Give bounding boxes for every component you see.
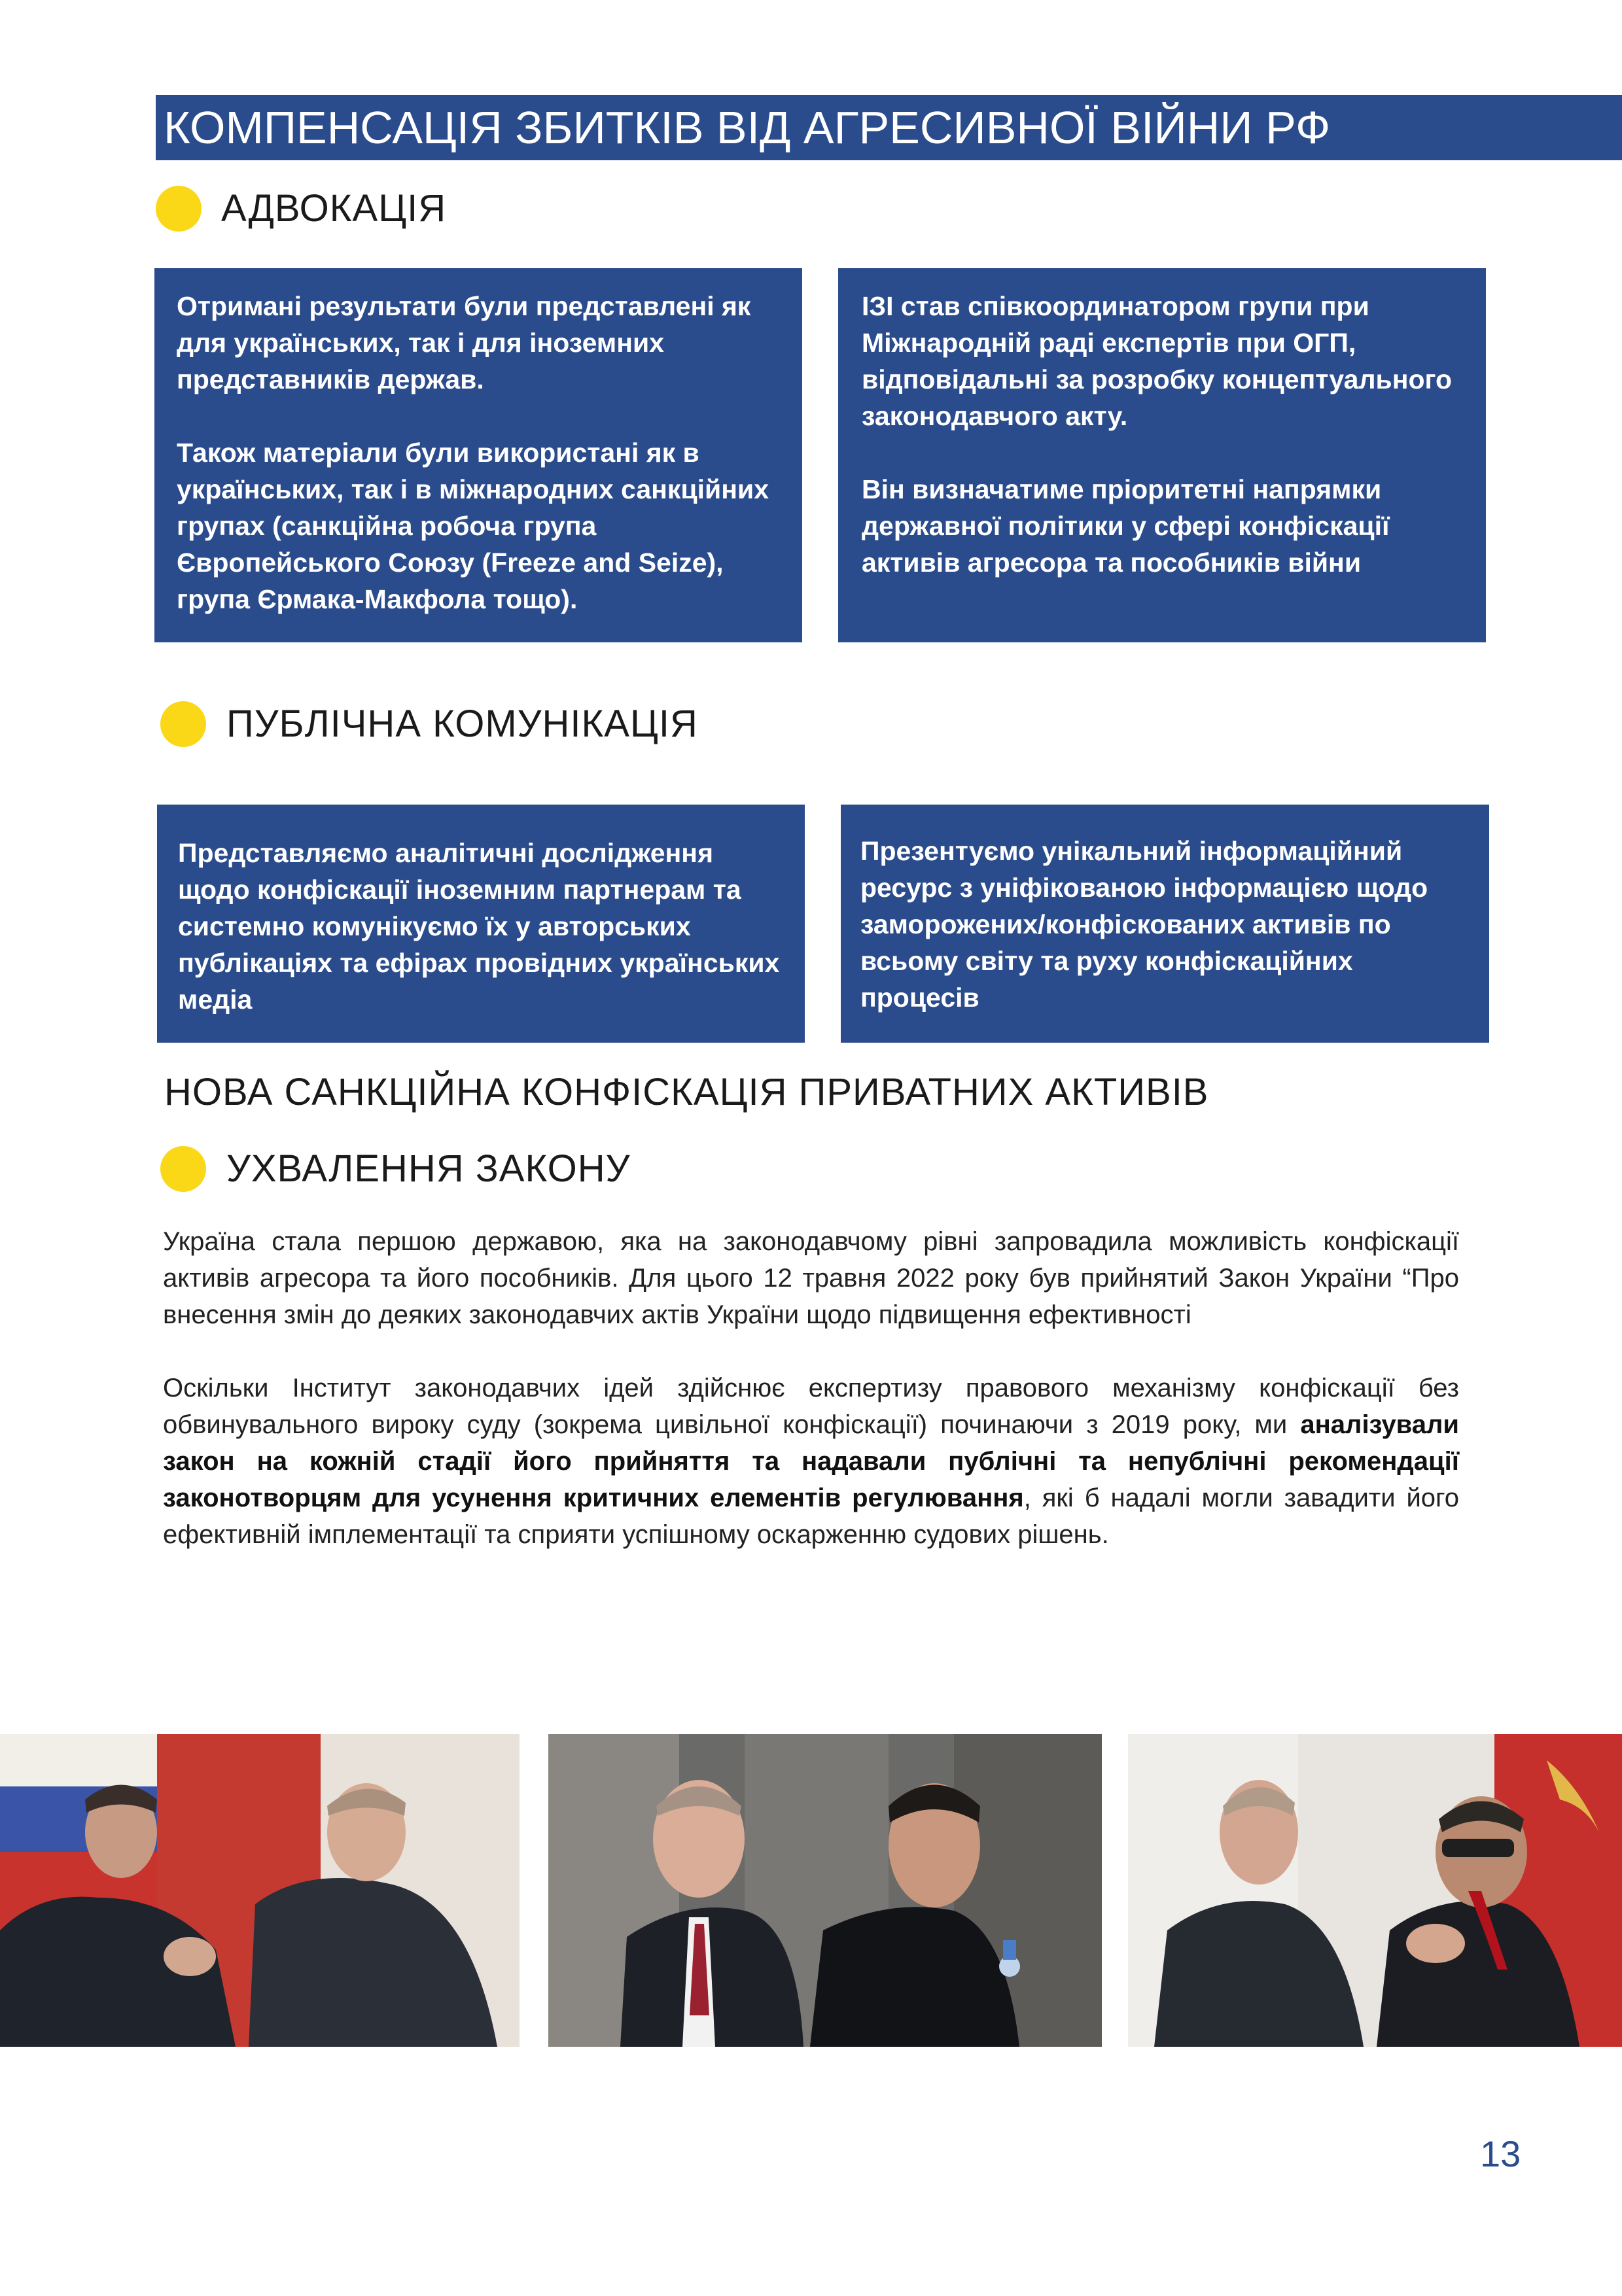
- advocacy-heading: АДВОКАЦІЯ: [221, 187, 447, 230]
- photo-award-ceremony-3-image: [1128, 1734, 1622, 2047]
- law-paragraph-2-bold: аналізували закон на кожній стадії його прийняття та надавали публічні та непублічні рекомендації законотворцям для усунення критичних елементів регулювання: [163, 1410, 1459, 1512]
- bullet-dot-icon: [160, 701, 206, 747]
- public-box-left: [157, 805, 805, 1043]
- photo-award-ceremony-1: [0, 1734, 520, 2047]
- public-box-left-text: Представляємо аналітичні дослідження щодо конфіскації іноземним партнерам та системно комунікуємо їх у авторських публікаціях та ефірах провідних українських медіа: [178, 838, 780, 1015]
- page-banner-title: КОМПЕНСАЦІЯ ЗБИТКІВ ВІД АГРЕСИВНОЇ ВІЙНИ РФ: [156, 95, 1622, 160]
- confiscation-section-title: НОВА САНКЦІЙНА КОНФІСКАЦІЯ ПРИВАТНИХ АКТИВІВ: [164, 1071, 1209, 1113]
- page-number: 13: [1480, 2133, 1521, 2174]
- law-text-block: [163, 1223, 1459, 1553]
- advocacy-box-left-p2: Також матеріали були використані як в українських, так і в міжнародних санкційних групах (санкційна робоча група Європейського Союзу (Freeze and Seize), група Єрмака-Макфола тощо).: [177, 438, 769, 614]
- law-paragraph-2-end: , які б надалі могли завадити його ефективній імплементації та сприяти успішному оскарженню судових рішень.: [163, 1484, 1459, 1549]
- public-communication-heading: ПУБЛІЧНА КОМУНІКАЦІЯ: [226, 703, 698, 745]
- bullet-dot-icon: [160, 1146, 206, 1192]
- advocacy-box-right-p1: ІЗІ став співкоординатором групи при Міжнародній раді експертів при ОГП, відповідальні за розробку концептуального законодавчого акту.: [862, 291, 1453, 431]
- photo-award-ceremony-3: [1128, 1734, 1622, 2047]
- advocacy-box-right-p2: Він визначатиме пріоритетні напрямки державної політики у сфері конфіскації активів агресора та пособників війни: [862, 474, 1390, 578]
- public-box-right-text: Презентуємо унікальний інформаційний ресурс з уніфікованою інформацією щодо заморожених/конфіскованих активів по всьому світу та руху конфіскаційних процесів: [860, 836, 1428, 1013]
- law-adoption-heading: УХВАЛЕННЯ ЗАКОНУ: [226, 1147, 631, 1190]
- advocacy-box-left: [154, 268, 802, 642]
- photo-award-ceremony-2: [548, 1734, 1102, 2047]
- photo-award-ceremony-2-image: [548, 1734, 1102, 2047]
- photo-award-ceremony-1-image: [0, 1734, 520, 2047]
- law-paragraph-1: Україна стала першою державою, яка на законодавчому рівні запровадила можливість конфіскації активів агресора та його пособників. Для цього 12 травня 2022 року був прийнятий Закон України “Про внесення змін до деяких законодавчих актів України щодо підвищення ефективності: [163, 1227, 1459, 1329]
- public-box-right: [841, 805, 1489, 1043]
- advocacy-box-right: [838, 268, 1486, 642]
- law-paragraph-2-start: Оскільки Інститут законодавчих ідей здійснює експертизу правового механізму конфіскації без обвинувального вироку суду (зокрема цивільної конфіскації) починаючи з 2019 року, ми: [163, 1374, 1459, 1439]
- law-paragraph-2: [163, 1370, 1459, 1553]
- advocacy-box-left-p1: Отримані результати були представлені як для українських, так і для іноземних представників держав.: [177, 291, 751, 394]
- bullet-dot-icon: [156, 186, 202, 232]
